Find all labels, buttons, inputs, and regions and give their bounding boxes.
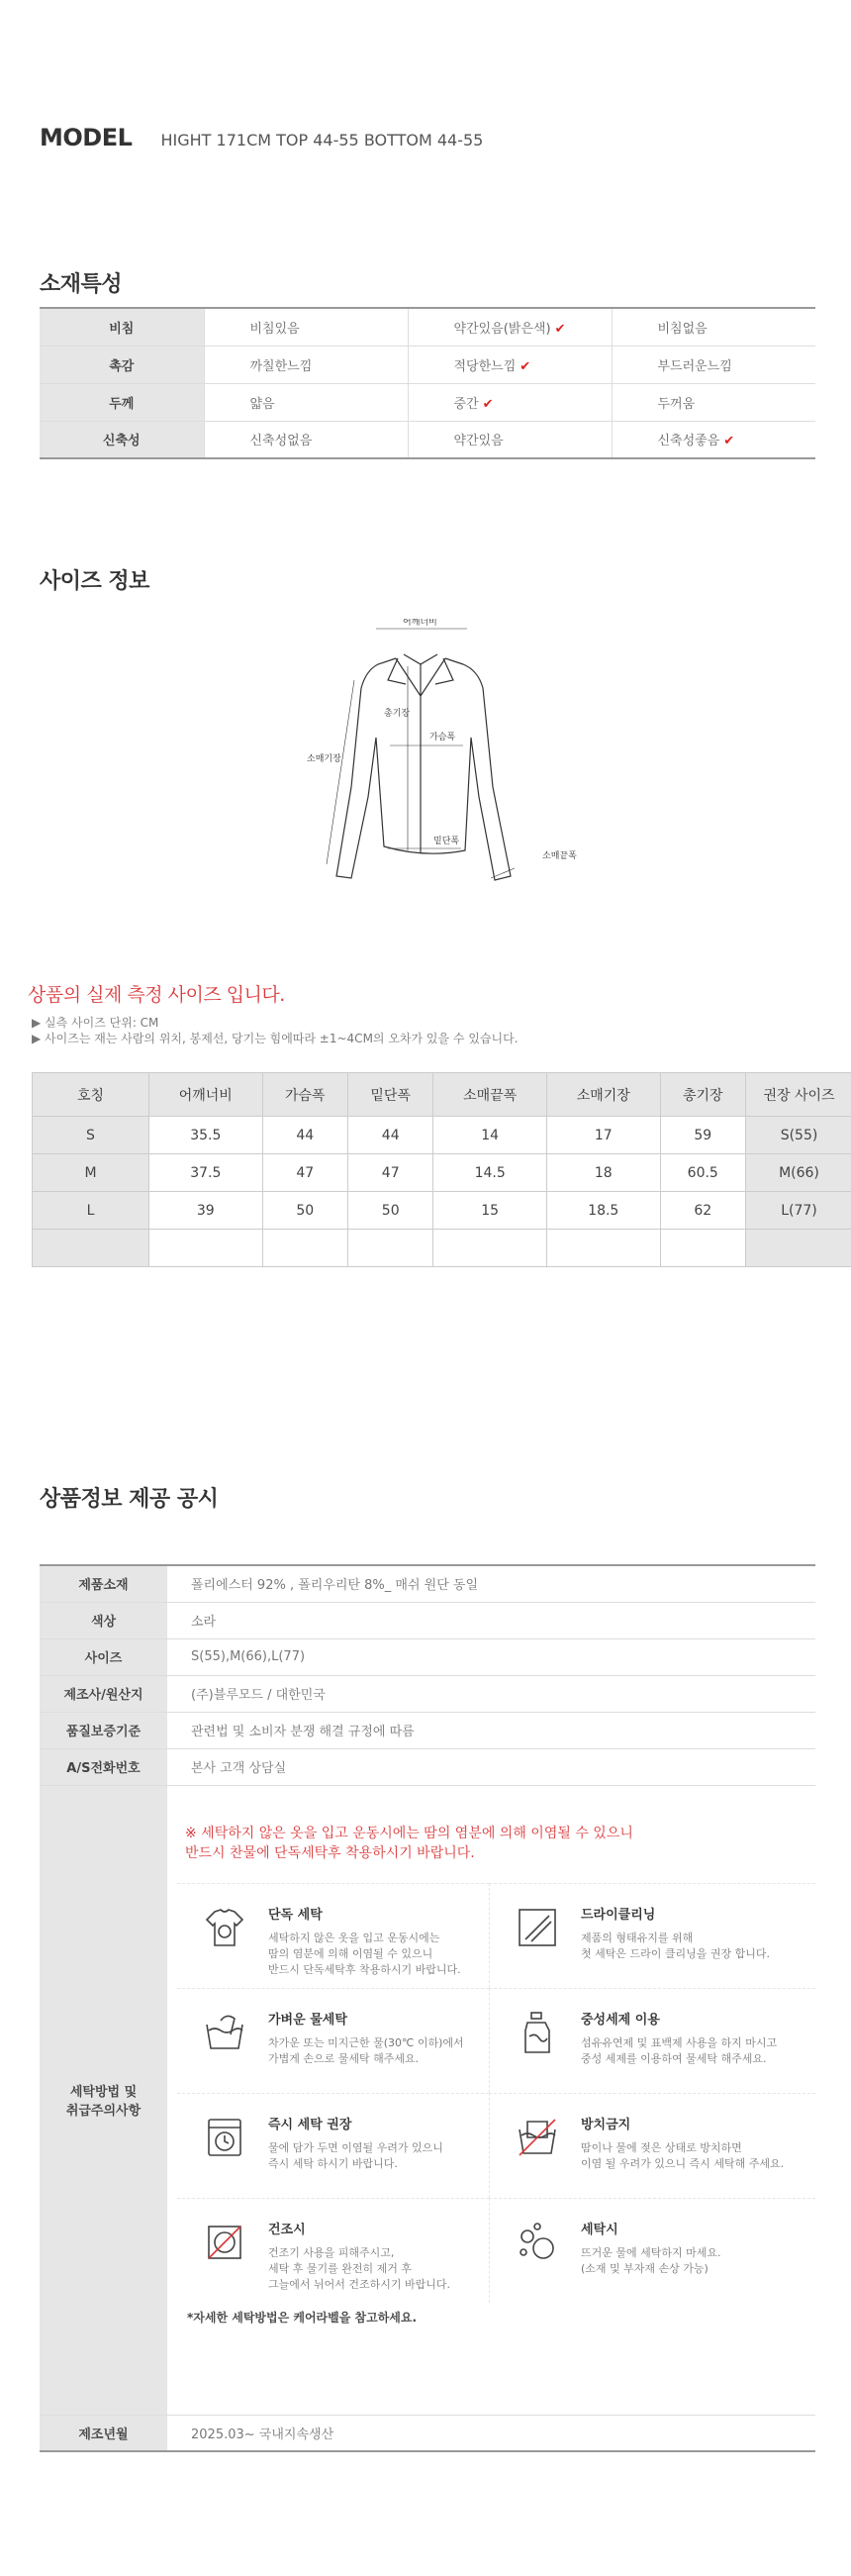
measure-note-unit: ▶ 실측 사이즈 단위: CM	[32, 1016, 159, 1030]
care-row	[40, 1785, 815, 2415]
size-table-row	[33, 1154, 851, 1192]
laundry-bubbles-icon	[514, 2219, 561, 2266]
care-item-desc: 섬유유연제 및 표백제 사용을 하지 마시고 중성 세제를 이용하여 물세탁 해주세요.	[581, 2035, 778, 2065]
size-table-cell	[149, 1230, 263, 1267]
size-table-cell: 47	[347, 1154, 432, 1192]
product-info-header: 색상	[40, 1602, 167, 1638]
fabric-option-label: 두꺼움	[657, 396, 696, 412]
fabric-option-label: 까칠한느낌	[249, 358, 313, 374]
size-table-cell: 14	[433, 1117, 547, 1154]
size-table-header: 호칭	[33, 1073, 149, 1117]
size-table	[32, 1072, 851, 1267]
size-table-cell: L	[33, 1192, 149, 1230]
fabric-option	[204, 421, 408, 458]
immediate-wash-icon	[201, 2114, 248, 2161]
size-table-cell: 62	[660, 1192, 745, 1230]
fabric-option	[612, 308, 815, 346]
check-icon: ✔	[520, 358, 531, 374]
fabric-option	[204, 383, 408, 421]
product-info-header: 품질보증기준	[40, 1712, 167, 1748]
fabric-option-label: 비침있음	[249, 321, 300, 337]
size-table-row	[33, 1117, 851, 1154]
fabric-row-header: 비침	[40, 308, 204, 346]
size-table-cell: 47	[262, 1154, 347, 1192]
size-table-cell: 17	[546, 1117, 660, 1154]
care-item	[489, 2093, 815, 2198]
size-table-cell: 14.5	[433, 1154, 547, 1192]
fabric-row	[40, 346, 815, 383]
care-item-desc: 세탁하지 않은 옷을 입고 운동시에는 땀의 염분에 의해 이염될 수 있으니 반드시 단독세탁후 착용하시기 바랍니다.	[268, 1931, 461, 1976]
care-item-desc: 제품의 형태유지를 위해 첫 세탁은 드라이 클리닝을 권장 합니다.	[581, 1931, 770, 1960]
fabric-row	[40, 421, 815, 458]
size-table-header: 권장 사이즈	[746, 1073, 851, 1117]
check-icon: ✔	[723, 434, 735, 449]
size-table-cell: 18.5	[546, 1192, 660, 1230]
care-item-name: 즉시 세탁 권장	[268, 2117, 352, 2132]
care-item-desc: 차가운 또는 미지근한 물(30℃ 이하)에서 가볍게 손으로 물세탁 해주세요.	[268, 2035, 464, 2065]
size-table-cell: 44	[347, 1117, 432, 1154]
care-item	[177, 1988, 489, 2093]
fabric-option-label: 비침없음	[657, 321, 708, 337]
diagram-label-chest: 가슴폭	[429, 733, 456, 743]
size-table-cell	[262, 1230, 347, 1267]
diagram-label-shoulder: 어깨너비	[403, 619, 437, 628]
fabric-row-header: 촉감	[40, 346, 204, 383]
care-item-name: 방치금지	[581, 2117, 631, 2132]
care-item	[489, 2198, 815, 2303]
diagram-label-total-length: 총기장	[384, 709, 411, 719]
care-content	[167, 1785, 815, 2415]
fabric-option	[408, 421, 612, 458]
size-table-cell: L(77)	[746, 1192, 851, 1230]
size-table-cell	[660, 1230, 745, 1267]
product-info-row	[40, 1748, 815, 1785]
product-info-value: (주)블루모드 / 대한민국	[167, 1675, 815, 1712]
care-item-name: 중성세제 이용	[581, 2012, 660, 2028]
care-item	[489, 1883, 815, 1988]
care-item-name: 건조시	[268, 2222, 306, 2237]
size-table-cell: 37.5	[149, 1154, 263, 1192]
product-info-table	[40, 1564, 815, 2452]
size-table-cell	[33, 1230, 149, 1267]
size-table-header: 가슴폭	[262, 1073, 347, 1117]
size-table-cell: M(66)	[746, 1154, 851, 1192]
size-table-cell: 50	[262, 1192, 347, 1230]
manufacture-row	[40, 2415, 815, 2451]
product-info-value: 관련법 및 소비자 분쟁 해결 규정에 따름	[167, 1712, 815, 1748]
care-grid	[177, 1883, 815, 2303]
fabric-option	[408, 346, 612, 383]
size-table-header: 어깨너비	[149, 1073, 263, 1117]
diagram-label-cuff: 소매끝폭	[542, 851, 577, 861]
product-info-value: 본사 고객 상담실	[167, 1748, 815, 1785]
size-table-header: 소매끝폭	[433, 1073, 547, 1117]
size-table-cell: 35.5	[149, 1117, 263, 1154]
product-info-row	[40, 1675, 815, 1712]
fabric-option-label: 약간있음	[453, 434, 504, 449]
size-info-title: 사이즈 정보	[40, 569, 149, 594]
fabric-option-label: 적당한느낌	[453, 358, 517, 374]
size-table-cell	[746, 1230, 851, 1267]
care-item-name: 단독 세탁	[268, 1907, 323, 1923]
measure-title: 상품의 실제 측정 사이즈 입니다.	[28, 984, 285, 1006]
care-item	[177, 2093, 489, 2198]
care-item-name: 가벼운 물세탁	[268, 2012, 347, 2028]
size-table-cell: 18	[546, 1154, 660, 1192]
no-soaking-icon	[514, 2114, 561, 2161]
manufacture-header: 제조년월	[40, 2415, 167, 2451]
product-info-value: S(55),M(66),L(77)	[167, 1638, 815, 1675]
size-table-cell: 60.5	[660, 1154, 745, 1192]
model-label: MODEL	[40, 124, 133, 151]
no-tumble-dry-icon	[201, 2219, 248, 2266]
size-table-cell	[347, 1230, 432, 1267]
size-table-row	[33, 1192, 851, 1230]
fabric-option	[204, 346, 408, 383]
care-item	[489, 1988, 815, 2093]
product-info-value: 소라	[167, 1602, 815, 1638]
product-info-title: 상품정보 제공 공시	[40, 1487, 219, 1512]
diagram-label-hem: 밑단폭	[433, 837, 460, 846]
care-item	[177, 2198, 489, 2303]
light-wash-icon	[201, 2009, 248, 2056]
fabric-row-header: 신축성	[40, 421, 204, 458]
fabric-option-label: 신축성좋음	[657, 434, 720, 449]
measure-note-tolerance: ▶ 사이즈는 재는 사람의 위치, 봉제선, 당기는 힘에따라 ±1~4CM의 오차가 있을 수 있습니다.	[32, 1032, 519, 1045]
size-table-cell: 15	[433, 1192, 547, 1230]
care-item-name: 세탁시	[581, 2222, 618, 2237]
product-info-row	[40, 1712, 815, 1748]
size-table-empty-row	[33, 1230, 851, 1267]
fabric-row	[40, 308, 815, 346]
fabric-option	[408, 383, 612, 421]
size-table-cell: S	[33, 1117, 149, 1154]
care-item-name: 드라이클리닝	[581, 1907, 656, 1923]
product-info-row	[40, 1602, 815, 1638]
size-table-cell: 59	[660, 1117, 745, 1154]
manufacture-value: 2025.03~ 국내지속생산	[167, 2415, 815, 2451]
fabric-option	[612, 383, 815, 421]
care-header: 세탁방법 및 취급주의사항	[40, 1785, 167, 2415]
size-table-cell	[433, 1230, 547, 1267]
size-table-header: 밑단폭	[347, 1073, 432, 1117]
product-info-value: 폴리에스터 92% , 폴리우리탄 8%_ 매쉬 원단 동일	[167, 1565, 815, 1602]
model-info	[40, 124, 483, 151]
care-item	[177, 1883, 489, 1988]
care-item-desc: 뜨거운 물에 세탁하지 마세요. (소재 및 부자재 손상 가능)	[581, 2245, 721, 2275]
fabric-option-label: 약간있음(밝은색)	[453, 321, 551, 337]
fabric-option	[612, 421, 815, 458]
product-info-header: 제품소재	[40, 1565, 167, 1602]
fabric-option	[408, 308, 612, 346]
dry-cleaning-icon	[514, 1904, 561, 1951]
fabric-row-header: 두께	[40, 383, 204, 421]
care-footer: *자세한 세탁방법은 케어라벨을 참고하세요.	[187, 2310, 418, 2325]
size-table-header: 총기장	[660, 1073, 745, 1117]
size-table-cell: 50	[347, 1192, 432, 1230]
product-info-row	[40, 1638, 815, 1675]
size-table-header: 소매기장	[546, 1073, 660, 1117]
fabric-option-label: 부드러운느낌	[657, 358, 732, 374]
care-item-desc: 땀이나 물에 젖은 상태로 방치하면 이염 될 우려가 있으니 즉시 세탁해 주세요.	[581, 2140, 785, 2170]
fabric-option-label: 중간	[453, 396, 479, 412]
product-info-header: 제조사/원산지	[40, 1675, 167, 1712]
check-icon: ✔	[554, 321, 566, 337]
fabric-option-label: 얇음	[249, 396, 275, 412]
fabric-title: 소재특성	[40, 272, 123, 297]
model-specs: HIGHT 171CM TOP 44-55 BOTTOM 44-55	[160, 131, 484, 149]
product-info-header: A/S전화번호	[40, 1748, 167, 1785]
check-icon: ✔	[482, 396, 494, 412]
size-table-cell: 44	[262, 1117, 347, 1154]
product-info-row	[40, 1565, 815, 1602]
care-item-desc: 물에 담가 두면 이염될 우려가 있으니 즉시 세탁 하시기 바랍니다.	[268, 2140, 443, 2170]
fabric-option	[204, 308, 408, 346]
jacket-measurement-diagram	[297, 619, 594, 906]
care-warning: ※ 세탁하지 않은 옷을 입고 운동시에는 땀의 염분에 의해 이염될 수 있으니 반드시 찬물에 단독세탁후 착용하시기 바랍니다.	[185, 1825, 633, 1861]
product-info-header: 사이즈	[40, 1638, 167, 1675]
fabric-option-label: 신축성없음	[249, 434, 313, 449]
care-item-desc: 건조기 사용을 피해주시고, 세탁 후 물기를 완전히 제거 후 그늘에서 뉘어서 건조하시기 바랍니다.	[268, 2245, 451, 2291]
fabric-row	[40, 383, 815, 421]
size-table-cell: M	[33, 1154, 149, 1192]
diagram-label-sleeve-length: 소매기장	[307, 754, 341, 764]
size-table-cell	[546, 1230, 660, 1267]
fabric-option	[612, 346, 815, 383]
fabric-table	[40, 307, 815, 459]
size-table-cell: S(55)	[746, 1117, 851, 1154]
solo-wash-icon	[201, 1904, 248, 1951]
size-table-cell: 39	[149, 1192, 263, 1230]
neutral-detergent-icon	[514, 2009, 561, 2056]
